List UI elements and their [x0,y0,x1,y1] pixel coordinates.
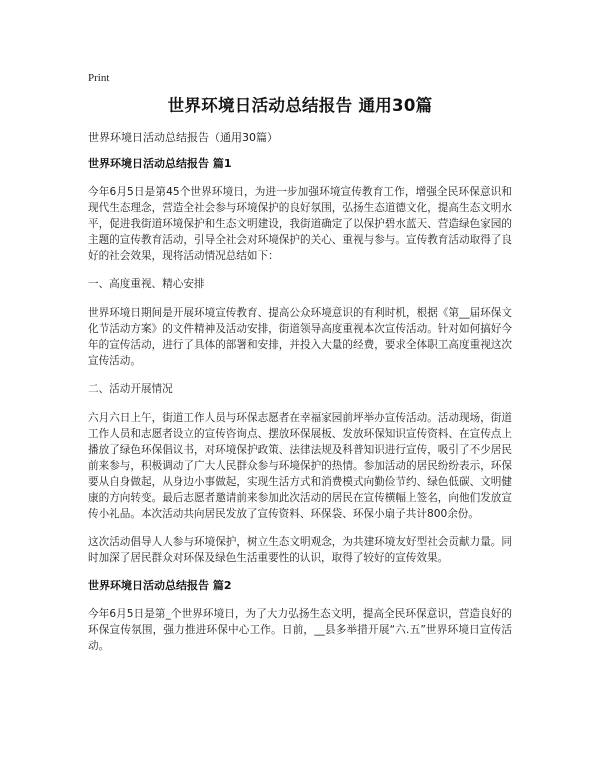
section-1-part-2-paragraph: 六月六日上午，街道工作人员与环保志愿者在幸福家园前坪举办宣传活动。活动现场，街道工作人员和志愿者设立的宣传咨询点、摆放环保展板、发放环保知识宣传资料、在宣传点上播放了绿色环保倡议书，对环境保护政策、法律法规及科普知识进行宣传，吸引了不少居民前来参与，积极调动了广大人民群众参与环境保护的热情。参加活动的居民纷纷表示，环保要从自身做起，从身边小事做起，实现生活方式和消费模式向勤俭节约、绿色低碳、文明健康的方向转变。最后志愿者邀请前来参加此次活动的居民在宣传横幅上签名，向他们发放宣传小礼品。本次活动共向居民发放了宣传资料、环保袋、环保小扇子共计800余份。 [88,412,512,520]
section-heading-2: 世界环境日活动总结报告 篇2 [88,579,232,592]
section-1-part-2-heading: 二、活动开展情况 [88,383,173,395]
section-1-part-1-paragraph: 世界环境日期间是开展环境宣传教育、提高公众环境意识的有利时机，根据《第__届环保文化节活动方案》的文件精神及活动安排，街道领导高度重视本次宣传活动。针对如何搞好今年的宣传活动，进行了具体的部署和安排，并投入大量的经费，要求全体职工高度重视这次宣传活动。 [88,307,512,367]
section-2-intro-paragraph: 今年6月5日是第_个世界环境日，为了大力弘扬生态文明，提高全民环保意识，营造良好的环保宣传氛围，强力推进环保中心工作。日前，__县多举措开展“六.五”世界环境日宣传活动。 [88,608,512,652]
section-1-part-1-heading: 一、高度重视、精心安排 [88,278,205,290]
document-title: 世界环境日活动总结报告 通用30篇 [167,96,433,115]
section-1-intro-paragraph: 今年6月5日是第45个世界环境日，为进一步加强环境宣传教育工作，增强全民环保意识和现代生态理念，营造全社会参与环境保护的良好氛围，弘扬生态道德文化，提高生态文明水平，促进我街道环境保护和生态文明建设，我街道确定了以保护碧水蓝天、营造绿色家园的主题的宣传教育活动，引导全社会对环境保护的关心、重视与参与。宣传教育活动取得了良好的社会效果，现将活动情况总结如下： [88,186,512,262]
section-1-closing-paragraph: 这次活动倡导人人参与环境保护，树立生态文明观念，为共建环境友好型社会贡献力量。同时加深了居民群众对环保及绿色生活重要性的认识，取得了较好的宣传效果。 [88,536,512,564]
document-subtitle: 世界环境日活动总结报告（通用30篇） [88,131,278,144]
section-heading-1: 世界环境日活动总结报告 篇1 [88,157,232,170]
print-link[interactable]: Print [88,72,110,84]
